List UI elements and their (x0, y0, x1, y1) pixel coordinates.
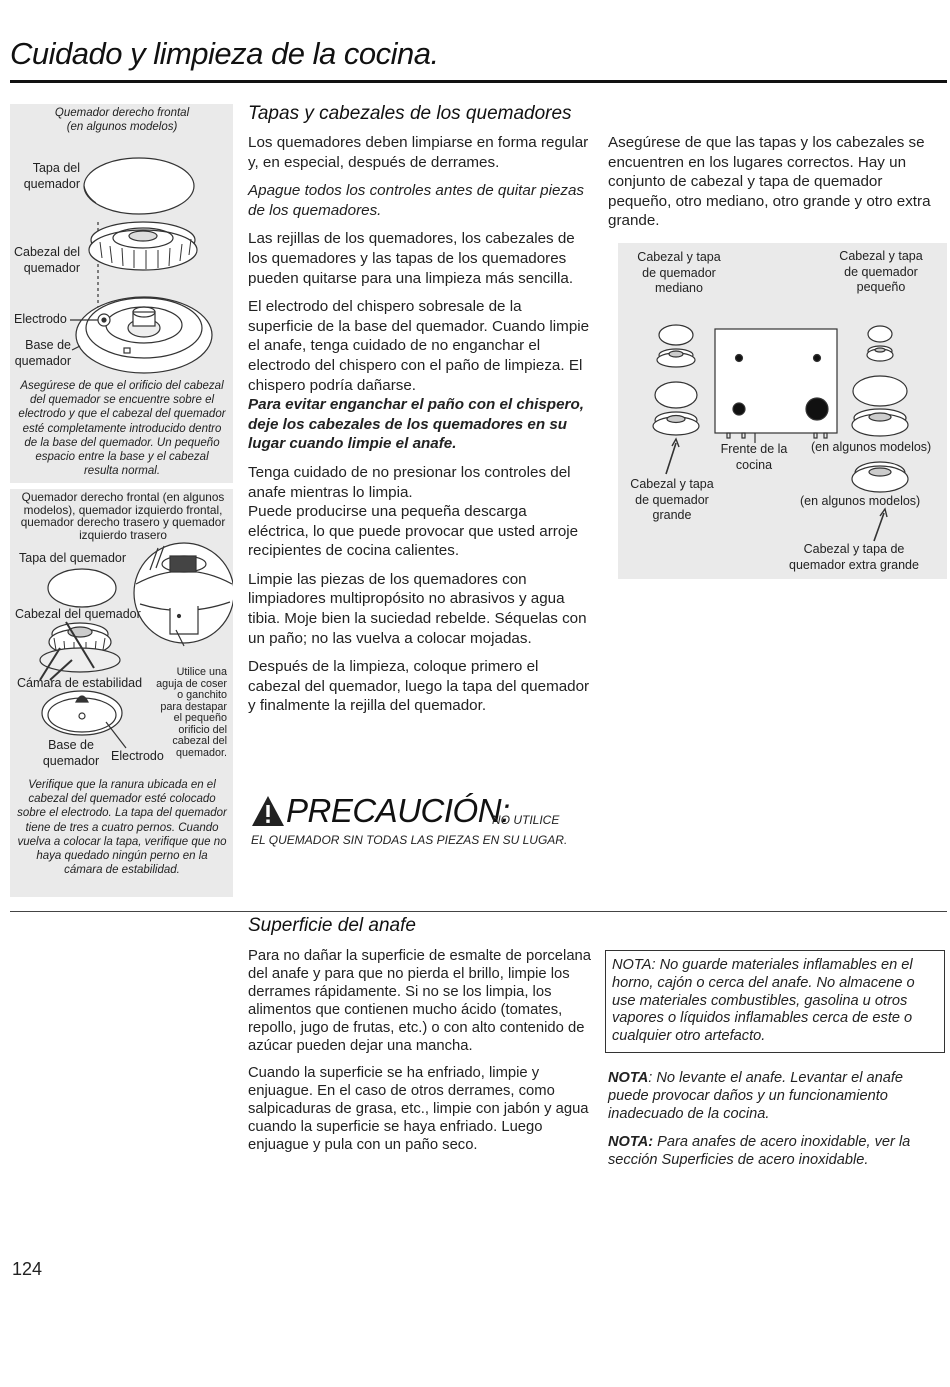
panel3-label-frente: Frente de la cocina (720, 442, 788, 472)
panel3-label-grande: Cabezal y tapa de quemador grande (630, 477, 714, 522)
nota-label: NOTA: (608, 1134, 654, 1150)
section1-column-2 (608, 133, 938, 240)
panel2-label-aguja: Utilice una aguja de coser o ganchito para destapar el pequeño orificio del cabezal del quemador. (156, 666, 227, 759)
caution-text-line2: EL QUEMADOR SIN TODAS LAS PIEZAS EN SU LUGAR. (251, 833, 568, 847)
panel3-label-extra: Cabezal y tapa de quemador extra grande (789, 542, 919, 572)
panel3-label-pequeno: Cabezal y tapa de quemador pequeño (839, 249, 923, 294)
nota-text: : No levante el anafe. Levantar el anafe puede provocar daños y un funcionamiento inadecuado de la cocina. (608, 1070, 904, 1122)
panel2-label-tapa: Tapa del quemador (19, 551, 127, 565)
paragraph: Después de la limpieza, coloque primero el cabezal del quemador, luego la tapa del quemador y finalmente la rejilla del quemador. (248, 658, 590, 715)
panel1-label-electrodo: Electrodo (14, 312, 67, 326)
section-heading-superficie: Superficie del anafe (248, 915, 416, 936)
caution-text-line1: NO UTILICE (492, 813, 560, 827)
panel2-label-base: Base de quemador (42, 738, 100, 768)
paragraph: Para evitar enganchar el paño con el chispero, deje los cabezales de los quemadores en su lugar cuando limpie el anafe. (248, 396, 584, 453)
nota-box-text: NOTA: No guarde materiales inflamables en el horno, cajón o cerca del anafe. No almacene o use materiales combustibles, gasolina u otros vapores o líquidos inflamables cerca de este o cualquier otro artefacto. (612, 957, 915, 1045)
panel2-label-electrodo: Electrodo (111, 749, 164, 763)
paragraph: El electrodo del chispero sobresale de la superficie de la base del quemador. Cuando limpie el anafe, tenga cuidado de no enganchar el electrodo del chispero con el paño de limpieza. El chispero podría dañarse. (248, 298, 590, 394)
panel2-caption-top: Quemador derecho frontal (en algunos modelos), quemador izquierdo frontal, quemador derecho trasero y quemador izquierdo trasero (20, 490, 226, 542)
panel1-label-cabezal: Cabezal del quemador (13, 245, 80, 275)
section2-column-1 (248, 947, 592, 1163)
panel2-caption-bottom: Verifique que la ranura ubicada en el cabezal del quemador esté colocado sobre el electrodo. La tapa del quemador tiene de tres a cuatro pernos. Cuando vuelva a colocar la tapa, verifique que no haya quedado ningún perno en la cámara de estabilidad. (17, 779, 227, 877)
nota-box (605, 950, 945, 1053)
panel1-label-base: Base de quemador (14, 338, 71, 368)
paragraph: Cuando la superficie se ha enfriado, limpie y enjuague. En el caso de otros derrames, como salpicaduras de grasa, etc., limpie con jabón y agua cuando la superficie se haya enfriado. Luego enjuague y pula con un paño seco. (248, 1065, 589, 1153)
section-divider (10, 911, 947, 912)
panel3-label-algunos-2: (en algunos modelos) (800, 494, 921, 508)
page-title: Cuidado y limpieza de la cocina. (10, 36, 439, 71)
panel1-caption-top: Quemador derecho frontal (en algunos modelos) (54, 107, 190, 134)
page-number: 124 (12, 1259, 43, 1279)
paragraph: Asegúrese de que las tapas y los cabezales se encuentren en los lugares correctos. Hay un conjunto de cabezal y tapa de quemador pequeño, otro mediano, otro grande y otro extra grande. (608, 134, 931, 230)
paragraph: Apague todos los controles antes de quitar piezas de los quemadores. (248, 182, 585, 219)
panel3-label-mediano: Cabezal y tapa de quemador mediano (637, 250, 721, 295)
panel3-label-algunos-1: (en algunos modelos) (811, 440, 932, 454)
title-rule (10, 80, 947, 83)
paragraph: Limpie las piezas de los quemadores con limpiadores multipropósito no abrasivos y agua tibia. Moje bien la suciedad rebelde. Séquelas con un paño; no las vuelva a colocar mojadas. (248, 570, 587, 647)
nota-text: Para anafes de acero inoxidable, ver la sección Superficies de acero inoxidable. (608, 1134, 911, 1168)
panel2-label-camara: Cámara de estabilidad (17, 676, 143, 690)
paragraph: Tenga cuidado de no presionar los controles del anafe mientras lo limpia. (248, 463, 571, 501)
panel1-label-tapa: Tapa del quemador (23, 161, 80, 191)
paragraph: Puede producirse una pequeña descarga eléctrica, lo que puede provocar que usted arroje recipientes de cocina calientes. (248, 503, 579, 560)
nota-levante (608, 1070, 938, 1123)
section1-column-1 (248, 133, 590, 725)
paragraph: Las rejillas de los quemadores, los cabezales de los quemadores y las tapas de los quemadores pueden quitarse para una limpieza más sencilla. (248, 230, 575, 287)
nota-acero (608, 1134, 938, 1170)
panel2-label-cabezal: Cabezal del quemador (15, 607, 141, 621)
section-heading-tapas: Tapas y cabezales de los quemadores (248, 103, 572, 124)
panel1-caption-bottom: Asegúrese de que el orificio del cabezal del quemador se encuentre sobre el electrodo y que el cabezal del quemador esté completamente introducido dentro de la base del quemador. Un pequeño espacio entre la base y el cabezal resulta normal. (18, 380, 226, 478)
warning-triangle-icon (250, 794, 286, 828)
paragraph: Para no dañar la superficie de esmalte de porcelana del anafe y para que no pierda el brillo, limpie los derrames rápidamente. Si no se los limpia, los alimentos que contienen mucho ácido (tomates, repollo, jugo de frutas, etc.) o con alto contenido de azúcar pueden dejar una mancha. (248, 948, 592, 1054)
nota-label: NOTA (608, 1070, 649, 1086)
caution-title: PRECAUCIÓN: (286, 792, 510, 829)
paragraph: Los quemadores deben limpiarse en forma regular y, en especial, después de derrames. (248, 134, 589, 171)
